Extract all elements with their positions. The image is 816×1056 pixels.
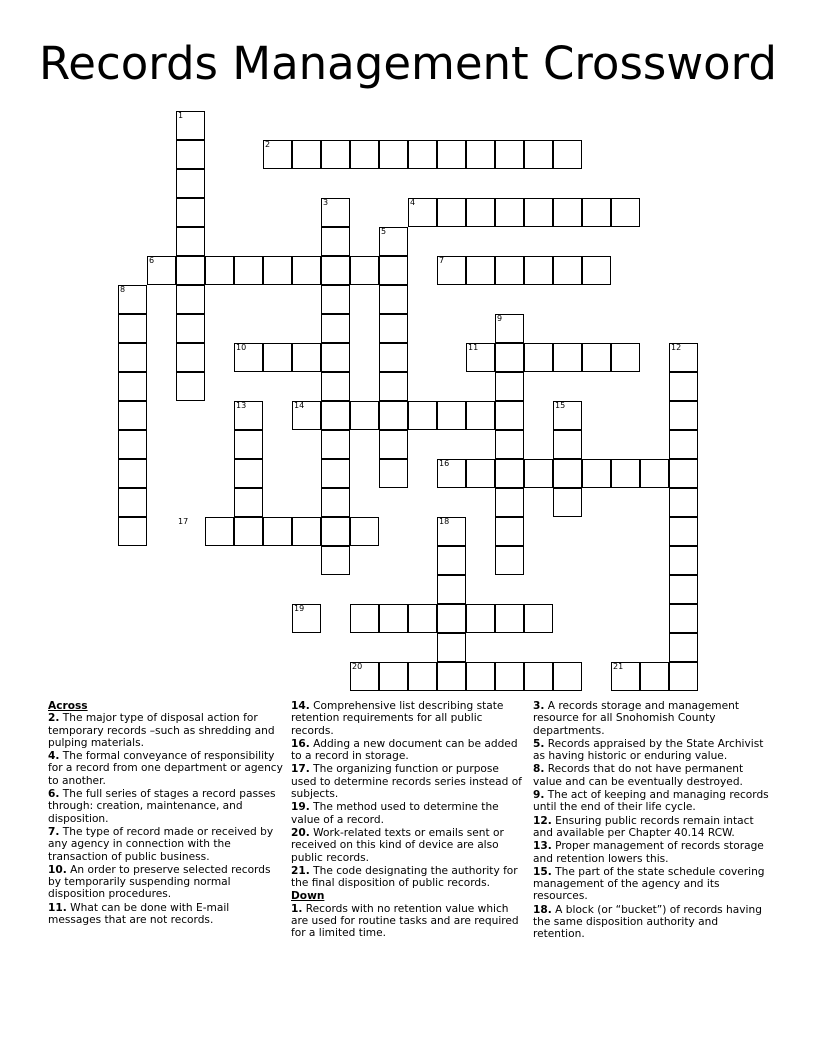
grid-cell[interactable] (379, 372, 408, 401)
clue-item (533, 840, 769, 865)
grid-cell[interactable] (176, 314, 205, 343)
grid-cell[interactable] (292, 140, 321, 169)
grid-cell[interactable] (466, 198, 495, 227)
grid-cell[interactable] (553, 343, 582, 372)
clue-number-16: 16 (439, 459, 450, 468)
down-header: Down (291, 890, 325, 903)
grid-cell[interactable] (292, 517, 321, 546)
grid-cell[interactable] (379, 140, 408, 169)
grid-cell[interactable] (176, 140, 205, 169)
clue-text: A block (or “bucket”) of records having the same disposition authority and retention. (533, 903, 762, 941)
clues-column-2 (291, 700, 527, 941)
clue-number-13: 13 (236, 401, 247, 410)
clue-number-4: 4 (410, 198, 416, 207)
clue-text: Records appraised by the State Archivist as having historic or enduring value. (533, 737, 764, 763)
grid-cell[interactable] (495, 604, 524, 633)
grid-cell[interactable] (350, 517, 379, 546)
clue-item (533, 815, 769, 840)
clue-label: 11. (48, 901, 67, 914)
grid-cell[interactable] (321, 140, 350, 169)
grid-cell[interactable] (118, 459, 147, 488)
grid-cell[interactable] (437, 662, 466, 691)
grid-cell[interactable] (437, 401, 466, 430)
grid-cell[interactable] (640, 662, 669, 691)
grid-cell[interactable] (176, 198, 205, 227)
grid-cell[interactable] (582, 198, 611, 227)
grid-cell[interactable] (408, 662, 437, 691)
clue-label: 15. (533, 865, 552, 878)
clue-item (291, 763, 527, 800)
grid-cell[interactable] (611, 198, 640, 227)
grid-cell[interactable] (553, 459, 582, 488)
clue-text: Adding a new document can be added to a record in storage. (291, 737, 518, 763)
grid-cell[interactable] (669, 488, 698, 517)
clue-text: The formal conveyance of responsibility for a record from one department or agency to another. (48, 750, 283, 787)
grid-cell[interactable] (379, 401, 408, 430)
grid-cell[interactable] (292, 343, 321, 372)
grid-cell[interactable] (176, 343, 205, 372)
grid-cell[interactable] (379, 314, 408, 343)
grid-cell[interactable] (234, 430, 263, 459)
grid-cell[interactable] (669, 633, 698, 662)
grid-cell[interactable] (321, 314, 350, 343)
clues-column-1 (48, 700, 284, 927)
grid-cell[interactable] (321, 285, 350, 314)
grid-cell[interactable] (553, 256, 582, 285)
clue-item (48, 788, 284, 825)
grid-cell[interactable] (524, 256, 553, 285)
grid-cell[interactable] (669, 401, 698, 430)
grid-cell[interactable] (118, 430, 147, 459)
clue-label: 2. (48, 712, 60, 725)
grid-cell[interactable] (669, 546, 698, 575)
clue-text: The type of record made or received by any agency in connection with the transaction of public business. (48, 825, 274, 863)
clue-item (533, 738, 769, 763)
clue-number-3: 3 (323, 198, 329, 207)
clue-number-12: 12 (671, 343, 682, 352)
clue-label: 20. (291, 826, 310, 839)
grid-cell[interactable] (321, 256, 350, 285)
grid-cell[interactable] (582, 256, 611, 285)
grid-cell[interactable] (640, 459, 669, 488)
clue-item (533, 866, 769, 903)
clue-label: 3. (533, 700, 545, 712)
grid-cell[interactable] (234, 517, 263, 546)
grid-cell[interactable] (495, 140, 524, 169)
clue-number-6: 6 (149, 256, 155, 265)
clue-text: Proper management of records storage and retention lowers this. (533, 840, 764, 865)
grid-cell[interactable] (408, 401, 437, 430)
clue-text: Ensuring public records remain intact and available per Chapter 40.14 RCW. (533, 814, 754, 839)
clue-number-11: 11 (468, 343, 479, 352)
grid-cell[interactable] (321, 372, 350, 401)
grid-cell[interactable] (466, 401, 495, 430)
grid-cell[interactable] (495, 430, 524, 459)
grid-cell[interactable] (408, 604, 437, 633)
grid-cell[interactable] (495, 401, 524, 430)
clues-column-3 (533, 700, 769, 942)
clue-number-20: 20 (352, 662, 363, 671)
clue-text: An order to preserve selected records by temporarily suspending normal disposition procedures. (48, 863, 271, 901)
clue-number-9: 9 (497, 314, 503, 323)
grid-cell[interactable] (437, 546, 466, 575)
clue-item (291, 738, 527, 763)
clue-number-17: 17 (178, 517, 189, 526)
clue-item (533, 789, 769, 814)
grid-cell[interactable] (321, 517, 350, 546)
clue-number-7: 7 (439, 256, 445, 265)
grid-cell[interactable] (524, 198, 553, 227)
clue-item (533, 700, 769, 737)
clue-text: The major type of disposal action for temporary records –such as shredding and pulping materials. (48, 712, 275, 749)
grid-cell[interactable] (669, 430, 698, 459)
grid-cell[interactable] (379, 430, 408, 459)
clue-text: Records with no retention value which are used for routine tasks and are required for a limited time. (291, 902, 519, 940)
grid-cell[interactable] (582, 459, 611, 488)
clue-text: The full series of stages a record passes through: creation, maintenance, and disposition. (48, 788, 276, 825)
clue-label: 19. (291, 801, 310, 814)
clue-number-2: 2 (265, 140, 271, 149)
grid-cell[interactable] (669, 372, 698, 401)
clue-text: Work-related texts or emails sent or received on this kind of device are also public records. (291, 826, 504, 864)
clue-item (291, 865, 527, 890)
grid-cell[interactable] (582, 343, 611, 372)
clue-label: 13. (533, 840, 552, 853)
clue-number-15: 15 (555, 401, 566, 410)
grid-cell[interactable] (118, 488, 147, 517)
grid-cell[interactable] (553, 488, 582, 517)
grid-cell[interactable] (495, 198, 524, 227)
grid-cell[interactable] (176, 285, 205, 314)
grid-cell[interactable] (495, 459, 524, 488)
clue-label: 5. (533, 737, 545, 750)
clue-item (48, 712, 284, 749)
grid-cell[interactable] (205, 517, 234, 546)
page-title: Records Management Crossword (39, 37, 777, 90)
clue-number-21: 21 (613, 662, 624, 671)
grid-cell[interactable] (118, 401, 147, 430)
clue-label: 8. (533, 763, 545, 776)
clue-number-14: 14 (294, 401, 305, 410)
grid-cell[interactable] (524, 604, 553, 633)
grid-cell[interactable] (466, 140, 495, 169)
grid-cell[interactable] (379, 256, 408, 285)
clue-text: What can be done with E-mail messages that are not records. (48, 901, 230, 927)
clue-label: 10. (48, 863, 67, 876)
grid-cell[interactable] (553, 198, 582, 227)
grid-cell[interactable] (379, 604, 408, 633)
grid-cell[interactable] (263, 517, 292, 546)
grid-cell[interactable] (437, 575, 466, 604)
grid-cell[interactable] (495, 256, 524, 285)
grid-cell[interactable] (611, 459, 640, 488)
grid-cell[interactable] (321, 459, 350, 488)
clue-text: Comprehensive list describing state retention requirements for all public records. (291, 700, 504, 737)
grid-cell[interactable] (611, 343, 640, 372)
clue-item (48, 864, 284, 901)
grid-cell[interactable] (321, 343, 350, 372)
clue-label: 6. (48, 788, 60, 801)
grid-cell[interactable] (350, 604, 379, 633)
grid-cell[interactable] (669, 575, 698, 604)
grid-cell[interactable] (234, 488, 263, 517)
grid-cell[interactable] (524, 343, 553, 372)
clue-label: 9. (533, 789, 545, 802)
grid-cell[interactable] (176, 227, 205, 256)
grid-cell[interactable] (118, 343, 147, 372)
clue-number-5: 5 (381, 227, 387, 236)
grid-cell[interactable] (466, 256, 495, 285)
clue-number-8: 8 (120, 285, 126, 294)
grid-cell[interactable] (176, 372, 205, 401)
clue-label: 16. (291, 737, 310, 750)
grid-cell[interactable] (437, 633, 466, 662)
grid-cell[interactable] (495, 488, 524, 517)
grid-cell[interactable] (379, 343, 408, 372)
clue-text: The act of keeping and managing records until the end of their life cycle. (533, 789, 769, 814)
grid-cell[interactable] (408, 140, 437, 169)
grid-cell[interactable] (350, 140, 379, 169)
clue-text: The organizing function or purpose used to determine records series instead of subjects. (291, 763, 522, 801)
clue-item (48, 826, 284, 863)
grid-cell[interactable] (321, 430, 350, 459)
clue-label: 7. (48, 825, 60, 838)
grid-cell[interactable] (350, 256, 379, 285)
clue-label: 4. (48, 750, 60, 763)
grid-cell[interactable] (263, 343, 292, 372)
grid-cell[interactable] (118, 517, 147, 546)
clue-number-10: 10 (236, 343, 247, 352)
clue-text: The method used to determine the value of a record. (291, 801, 499, 826)
grid-cell[interactable] (118, 372, 147, 401)
grid-cell[interactable] (466, 662, 495, 691)
clue-item (533, 904, 769, 941)
grid-cell[interactable] (437, 198, 466, 227)
grid-cell[interactable] (321, 546, 350, 575)
grid-cell[interactable] (669, 459, 698, 488)
grid-cell[interactable] (437, 140, 466, 169)
clue-label: 17. (291, 763, 310, 776)
grid-cell[interactable] (321, 488, 350, 517)
clue-item (291, 801, 527, 826)
grid-cell[interactable] (495, 372, 524, 401)
grid-cell[interactable] (495, 546, 524, 575)
grid-cell[interactable] (495, 662, 524, 691)
grid-cell[interactable] (379, 459, 408, 488)
grid-cell[interactable] (669, 604, 698, 633)
grid-cell[interactable] (234, 256, 263, 285)
grid-cell[interactable] (234, 459, 263, 488)
clue-item (291, 700, 527, 737)
clue-item (533, 763, 769, 788)
clue-item (48, 750, 284, 787)
clue-item (48, 902, 284, 927)
across-header: Across (48, 700, 88, 712)
clue-text: A records storage and management resource for all Snohomish County departments. (533, 700, 739, 737)
clue-number-1: 1 (178, 111, 184, 120)
grid-cell[interactable] (321, 227, 350, 256)
grid-cell[interactable] (118, 314, 147, 343)
clue-text: Records that do not have permanent value and can be eventually destroyed. (533, 763, 744, 788)
clue-label: 1. (291, 902, 303, 915)
grid-cell[interactable] (669, 517, 698, 546)
clue-text: The part of the state schedule covering management of the agency and its resources. (533, 865, 765, 903)
grid-cell[interactable] (379, 662, 408, 691)
grid-cell[interactable] (379, 285, 408, 314)
grid-cell[interactable] (466, 459, 495, 488)
grid-cell[interactable] (669, 662, 698, 691)
grid-cell[interactable] (495, 343, 524, 372)
clue-label: 14. (291, 700, 310, 712)
clue-item (291, 827, 527, 864)
clue-item (291, 903, 527, 940)
grid-cell[interactable] (524, 459, 553, 488)
grid-cell[interactable] (466, 604, 495, 633)
grid-cell[interactable] (524, 140, 553, 169)
clue-label: 18. (533, 903, 552, 916)
grid-cell[interactable] (176, 256, 205, 285)
grid-cell[interactable] (553, 430, 582, 459)
grid-cell[interactable] (524, 662, 553, 691)
grid-cell[interactable] (321, 401, 350, 430)
clue-number-19: 19 (294, 604, 305, 613)
grid-cell[interactable] (176, 169, 205, 198)
grid-cell[interactable] (292, 256, 321, 285)
clue-text: The code designating the authority for the final disposition of public records. (291, 864, 518, 890)
clue-number-18: 18 (439, 517, 450, 526)
grid-cell[interactable] (205, 256, 234, 285)
grid-cell[interactable] (495, 517, 524, 546)
clue-label: 12. (533, 814, 552, 827)
grid-cell[interactable] (553, 140, 582, 169)
grid-cell[interactable] (263, 256, 292, 285)
grid-cell[interactable] (553, 662, 582, 691)
clue-label: 21. (291, 864, 310, 877)
grid-cell[interactable] (437, 604, 466, 633)
grid-cell[interactable] (350, 401, 379, 430)
